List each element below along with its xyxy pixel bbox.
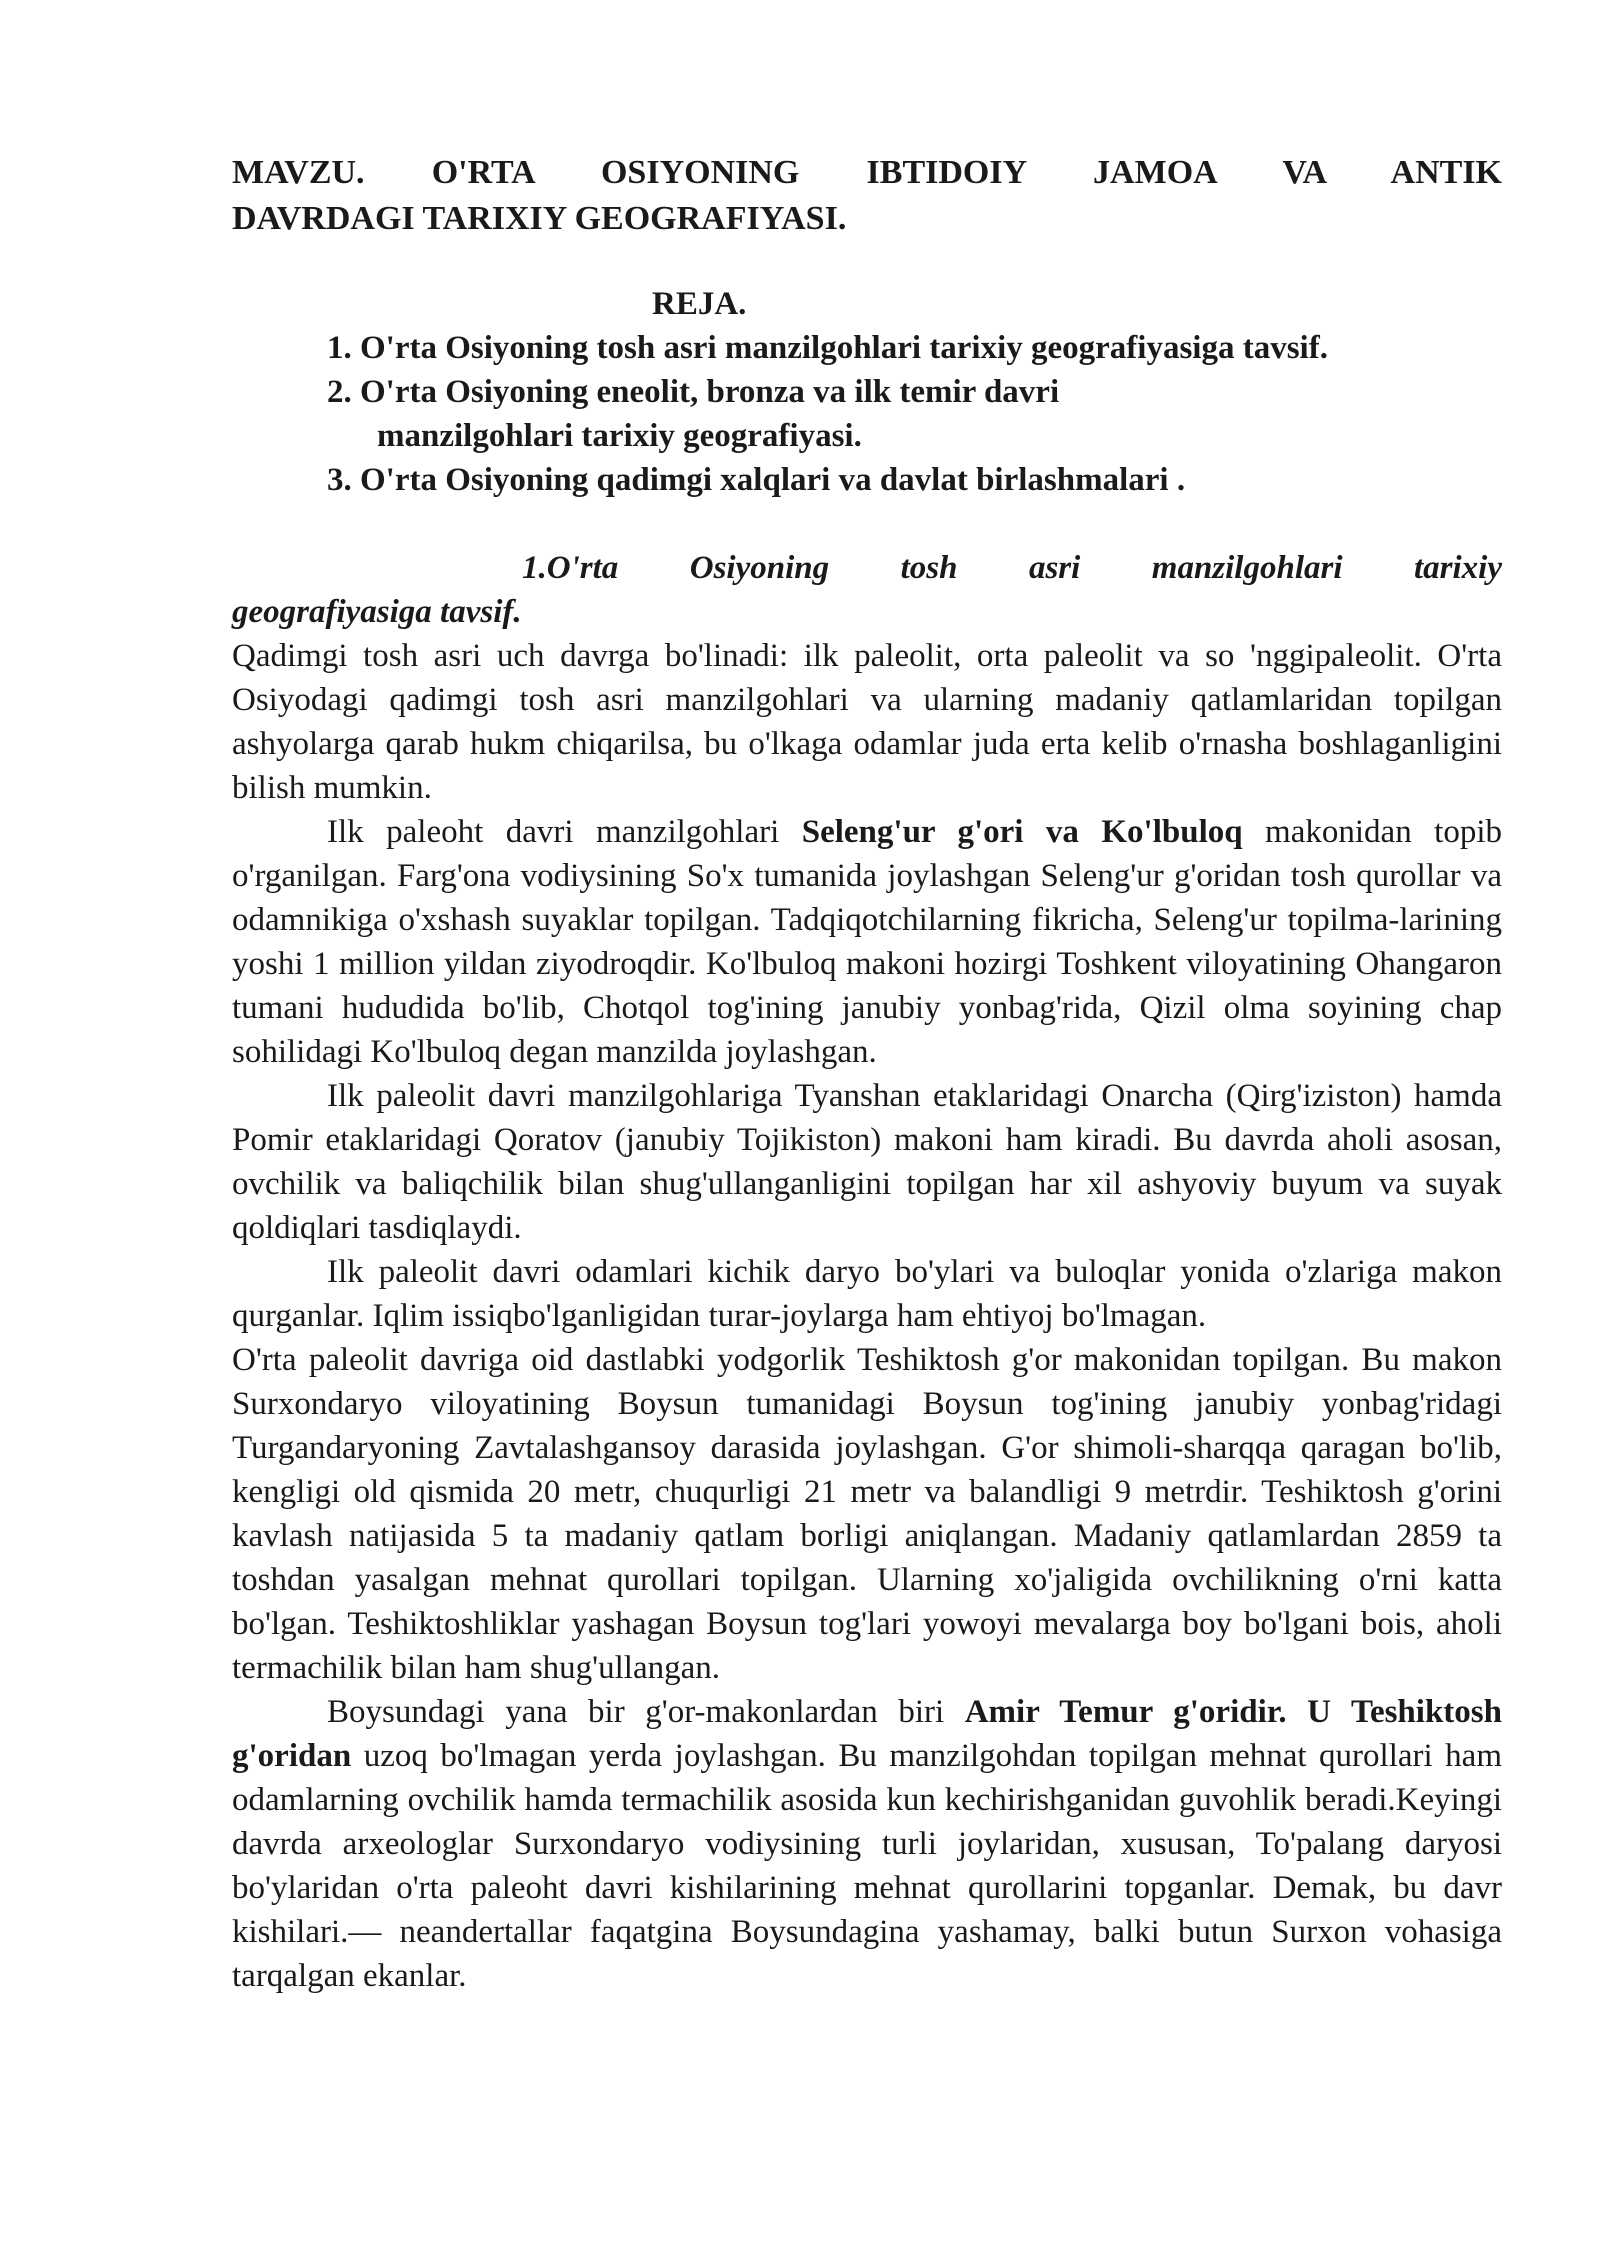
document-title [232,150,1502,242]
paragraph-6-text-a: Boysundagi yana bir g'or-makonlardan biri [327,1694,965,1730]
section-heading [232,546,1502,634]
paragraph-6 [232,1690,1502,1998]
plan-item-3: 3. O'rta Osiyoning qadimgi xalqlari va davlat birlashmalari . [327,462,1186,498]
paragraph-1: Qadimgi tosh asri uch davrga bo'linadi: ilk paleolit, orta paleolit va so 'nggipaleolit. O'rta Osiyodagi qadimgi tosh asri manzilgohlari va ularning madaniy qatlamlaridan topilgan ashyolarga qarab hukm chiqarilsa, bu o'lkaga odamlar juda erta kelib o'rnasha boshlaganligini bilish mumkin. [232,638,1502,806]
section-heading-line-1: 1.O'rta Osiyoning tosh asri manzilgohlari tarixiy [522,550,1502,586]
plan-list [232,326,1502,502]
paragraph-6-text-b: uzoq bo'lmagan yerda joylashgan. Bu manzilgohdan topilgan mehnat qurollari ham odamlarning ovchilik hamda termachilik asosida kun kechirishganidan guvohlik beradi.Keyingi davrda arxeologlar Surxondaryo vodiysining turli joylaridan, xususan, To'palang daryosi bo'ylaridan o'rta paleoht davri kishilarining mehnat qurollarini topganlar. Demak, bu davr kishilari.— neandertallar faqatgina Boysundagina yashamay, balki butun Surxon vohasiga tarqalgan ekanlar. [232,1738,1502,1994]
plan-item-2-continuation: manzilgohlari tarixiy geografiyasi. [377,418,862,454]
title-line-1: MAVZU. O'RTA OSIYONING IBTIDOIY JAMOA VA ANTIK [232,154,1502,191]
plan-item-2: 2. O'rta Osiyoning eneolit, bronza va ilk temir davri [327,374,1060,410]
paragraph-2-bold: Seleng'ur g'ori va Ko'lbuloq [801,814,1243,850]
paragraph-5: O'rta paleolit davriga oid dastlabki yodgorlik Teshiktosh g'or makonidan topilgan. Bu makon Surxondaryo viloyatining Boysun tumanidagi Boysun tog'ining janubiy yonbag'ridagi Turgandaryoning Zavtalashgansoy darasida joylashgan. G'or shimoli-sharqqa qaragan bo'lib, kengligi old qismida 20 metr, chuqurligi 21 metr va balandligi 9 metrdir. Teshiktosh g'orini kavlash natijasida 5 ta madaniy qatlam borligi aniqlangan. Madaniy qatlamlardan 2859 ta toshdan yasalgan mehnat qurollari topilgan. Ularning xo'jaligida ovchilikning o'rni katta bo'lgan. Teshiktoshliklar yashagan Boysun tog'lari yowoyi mevalarga boy bo'lgani bois, aholi termachilik bilan ham shug'ullangan. [232,1342,1502,1686]
plan-item-1: 1. O'rta Osiyoning tosh asri manzilgohlari tarixiy geografiyasiga tavsif. [327,330,1328,366]
plan-section [232,282,1502,502]
paragraph-2-text-a: Ilk paleoht davri manzilgohlari [327,814,802,850]
paragraph-4: Ilk paleolit davri odamlari kichik daryo bo'ylari va buloqlar yonida o'zlariga makon qurganlar. Iqlim issiqbo'lganligidan turar-joylarga ham ehtiyoj bo'lmagan. [232,1254,1502,1334]
plan-heading: REJA. [652,286,747,322]
paragraph-6-bold: Amir Temur g'oridir. U Teshiktosh g'oridan [232,1694,1502,1774]
paragraph-2-text-b: makonidan topib o'rganilgan. Farg'ona vodiysining So'x tumanida joylashgan Seleng'ur g'oridan tosh qurollar va odamnikiga o'xshash suyaklar topilgan. Tadqiqotchilarning fikricha, Seleng'ur topilma-larining yoshi 1 million yildan ziyodroqdir. Ko'lbuloq makoni hozirgi Toshkent viloyatining Ohangaron tumani hududida bo'lib, Chotqol tog'ining janubiy yonbag'rida, Qizil olma soyining chap sohilidagi Ko'lbuloq degan manzilda joylashgan. [232,814,1502,1070]
paragraph-3: Ilk paleolit davri manzilgohlariga Tyanshan etaklaridagi Onarcha (Qirg'iziston) hamda Pomir etaklaridagi Qoratov (janubiy Tojikiston) makoni ham kiradi. Bu davrda aholi asosan, ovchilik va baliqchilik bilan shug'ullanganligini topilgan har xil ashyoviy buyum va suyak qoldiqlari tasdiqlaydi. [232,1078,1502,1246]
document-page [232,150,1502,1998]
paragraph-2 [232,810,1502,1074]
section-heading-line-2: geografiyasiga tavsif. [232,594,522,630]
title-line-2: DAVRDAGI TARIXIY GEOGRAFIYASI. [232,200,847,237]
